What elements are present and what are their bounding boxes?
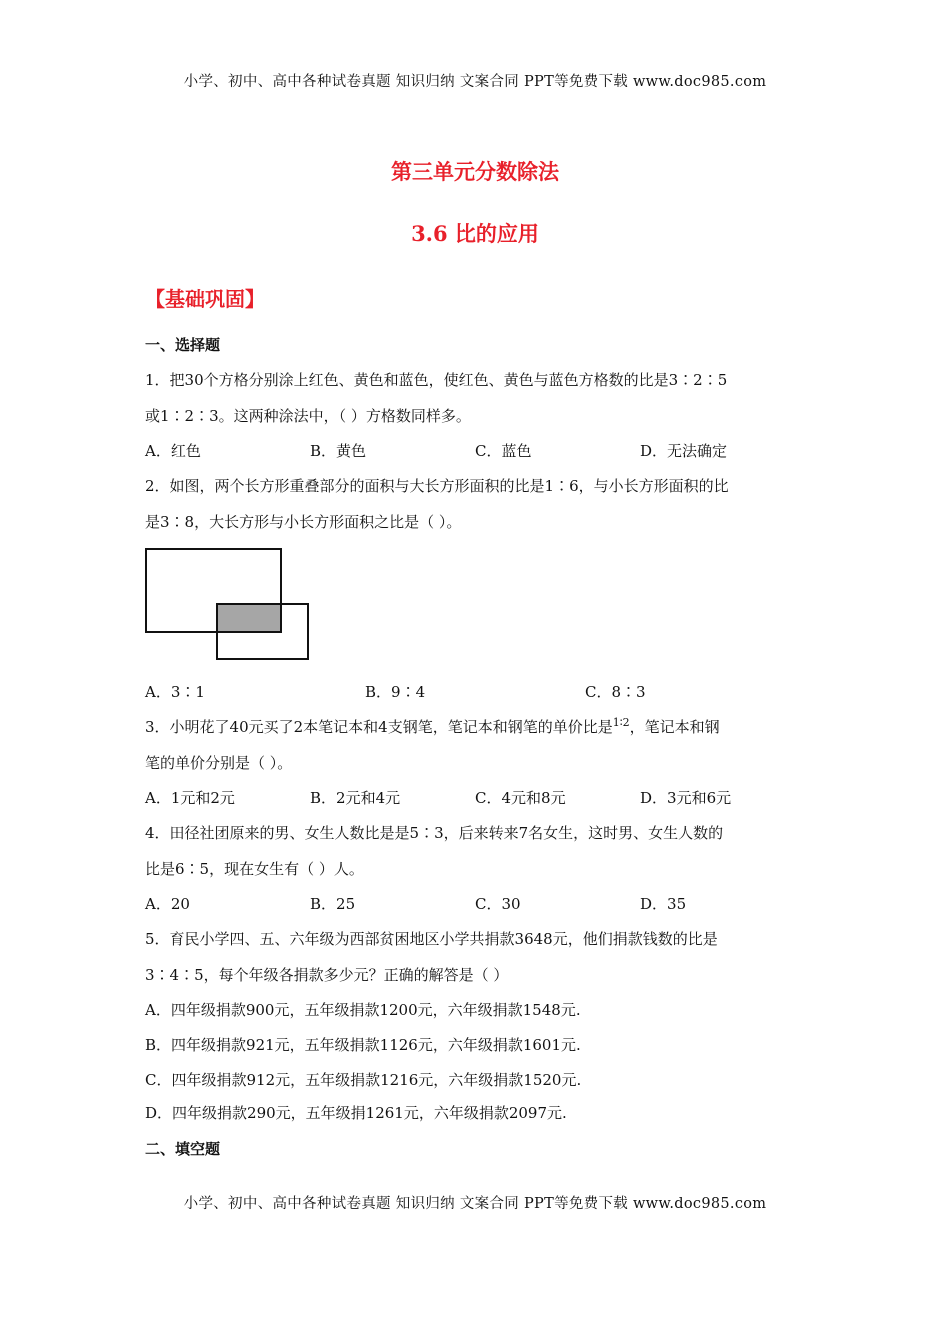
q3-option-a: A．1元和2元 [145, 789, 235, 807]
overlapping-rectangles-figure [140, 545, 315, 665]
q4-option-d: D．35 [640, 895, 687, 913]
lesson-title: 3.6 比的应用 [411, 221, 539, 246]
q3-line1-end: ，笔记本和钢 [629, 718, 720, 736]
q1-line1: 1．把30个方格分别涂上红色、黄色和蓝色，使红色、黄色与蓝色方格数的比是3∶2∶5 [145, 371, 728, 389]
q3-ratio: 1∶2 [612, 716, 630, 729]
q4-line1: 4．田径社团原来的男、女生人数比是是5∶3，后来转来7名女生，这时男、女生人数的 [145, 824, 724, 842]
q4-option-b: B．25 [310, 895, 356, 913]
q1-option-c: C．蓝色 [475, 442, 532, 460]
q1-option-d: D．无法确定 [640, 442, 728, 460]
q1-option-b: B．黄色 [310, 442, 367, 460]
q3-line1 [145, 716, 720, 737]
part-fill-heading: 二、填空题 [145, 1140, 221, 1158]
q2-option-a: A．3∶1 [145, 683, 205, 701]
q3-line2: 笔的单价分别是（ ）。 [145, 754, 293, 772]
page-footer: 小学、初中、高中各种试卷真题 知识归纳 文案合同 PPT等免费下载 www.doc985.com [183, 1196, 767, 1212]
q3-option-b: B．2元和4元 [310, 789, 401, 807]
q2-option-c: C．8∶3 [585, 683, 646, 701]
overlap-region [217, 604, 281, 632]
q5-line2: 3∶4∶5，每个年级各捐款多少元？正确的解答是（ ） [145, 966, 509, 984]
q2-line1: 2．如图，两个长方形重叠部分的面积与大长方形面积的比是1∶6，与小长方形面积的比 [145, 477, 729, 495]
q5-option-b: B．四年级捐款921元，五年级捐款1126元，六年级捐款1601元. [145, 1036, 581, 1054]
q4-option-c: C．30 [475, 895, 521, 913]
page-header: 小学、初中、高中各种试卷真题 知识归纳 文案合同 PPT等免费下载 www.doc985.com [183, 74, 767, 90]
section-heading: 【基础巩固】 [145, 287, 265, 311]
q3-option-c: C．4元和8元 [475, 789, 566, 807]
q3-option-d: D．3元和6元 [640, 789, 732, 807]
q2-line2: 是3∶8，大长方形与小长方形面积之比是（ ）。 [145, 513, 462, 531]
q5-line1: 5．育民小学四、五、六年级为西部贫困地区小学共捐款3648元，他们捐款钱数的比是 [145, 930, 718, 948]
q2-option-b: B．9∶4 [365, 683, 426, 701]
q5-option-c: C．四年级捐款912元，五年级捐款1216元，六年级捐款1520元. [145, 1071, 582, 1089]
q3-line1-start: 3．小明花了40元买了2本笔记本和4支钢笔，笔记本和钢笔的单价比是 [145, 718, 613, 736]
q4-line2: 比是6∶5，现在女生有（ ）人。 [145, 860, 364, 878]
q5-option-a: A．四年级捐款900元，五年级捐款1200元，六年级捐款1548元. [145, 1001, 581, 1019]
q1-option-a: A．红色 [145, 442, 201, 460]
unit-title: 第三单元分数除法 [391, 159, 559, 184]
q1-line2: 或1∶2∶3。这两种涂法中，（ ）方格数同样多。 [145, 407, 471, 425]
q4-option-a: A．20 [145, 895, 190, 913]
part-choice-heading: 一、选择题 [145, 336, 221, 354]
q5-option-d: D．四年级捐款290元，五年级捐1261元，六年级捐款2097元. [145, 1104, 567, 1122]
